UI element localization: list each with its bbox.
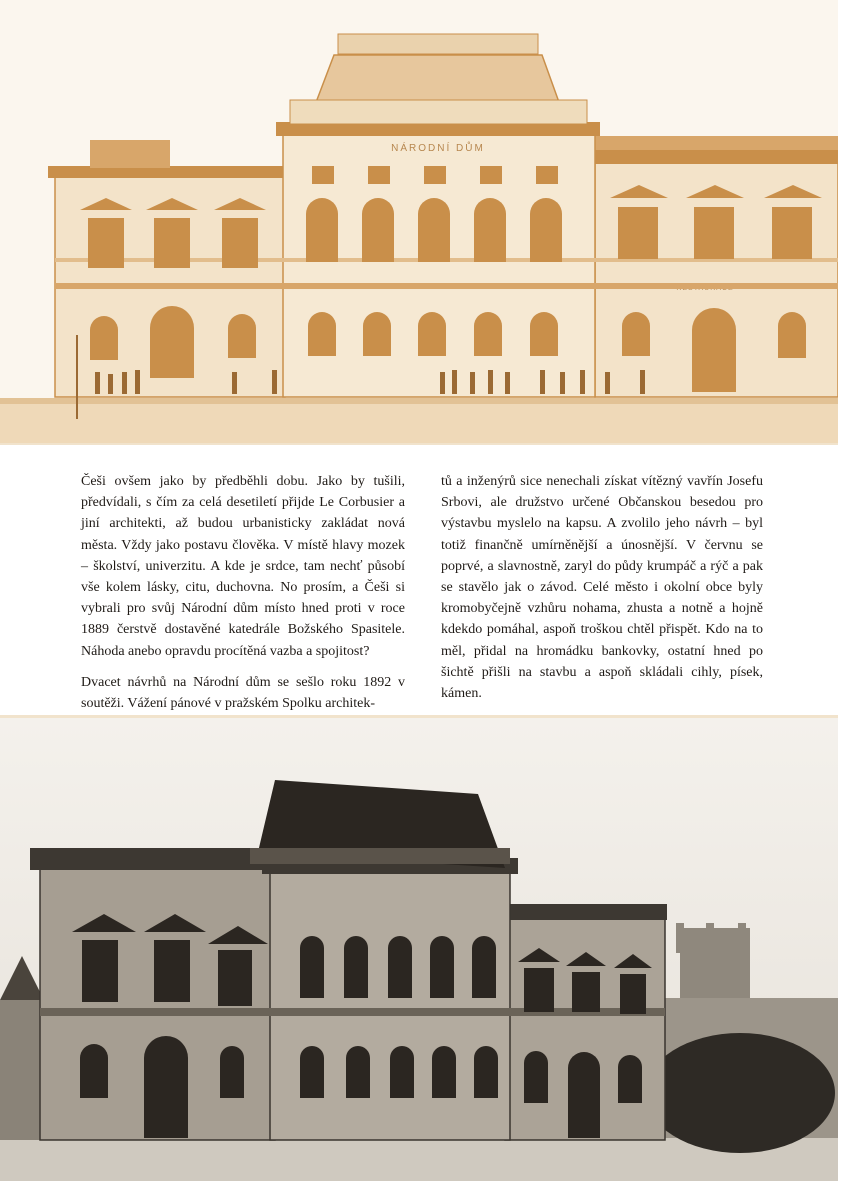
building-illustration-sepia — [0, 0, 838, 443]
paragraph: tů a inženýrů sice nenechali získat vítězný vavřín Josefu Srbovi, ale družstvo určené Občanskou besedou pro výstavbu myslelo na kapsu. A zvolilo jeho návrh – byl totiž finančně umírněnější a únosnější. V červnu se poprvé, a slavnostně, zaryl do půdy krumpáč a rýč a pak se stavělo jak o závod. Celé město i okolní obce byly kromobyčejně vzhůru nohama, zhusta a notně a hojně kdekdo pomáhal, aspoň troškou chtěl přispět. Kdo na to měl, přidal na hromádku bankovky, ostatní hned po šichtě přišli na stavbu a aspoň skládali cihly, písek, kámen. — [441, 474, 763, 702]
historic-photo-bw — [0, 718, 838, 1181]
article-column-left — [81, 471, 405, 724]
paragraph: Dvacet návrhů na Národní dům se sešlo roku 1892 v soutěži. Vážení pánové v pražském Spolku architek- — [81, 674, 405, 712]
article-column-right — [441, 471, 763, 714]
building-illustration-bw — [0, 718, 838, 1181]
photo-edge — [0, 443, 838, 445]
paragraph: Češi ovšem jako by předběhli dobu. Jako by tušili, předvídali, s čím za celá desetiletí přijde Le Corbusier a jiní architekti, až budou urbanisticky zakládat nová města. Vždy jako postavu člověka. V místě hlavy mozek – školství, univerzitu. A kde je srdce, tam nechť působí vše kolem lásky, citu, duchovna. No prosím, a Češi si vybrali pro svůj Národní dům místo hned proti v roce 1889 čerstvě dostavěné katedrále Božského Spasitele. Náhoda anebo opravdu procítěná vazba a spojitost? — [81, 474, 405, 659]
building-sign: NÁRODNÍ DŮM — [391, 143, 485, 154]
historic-photo-sepia — [0, 0, 838, 443]
